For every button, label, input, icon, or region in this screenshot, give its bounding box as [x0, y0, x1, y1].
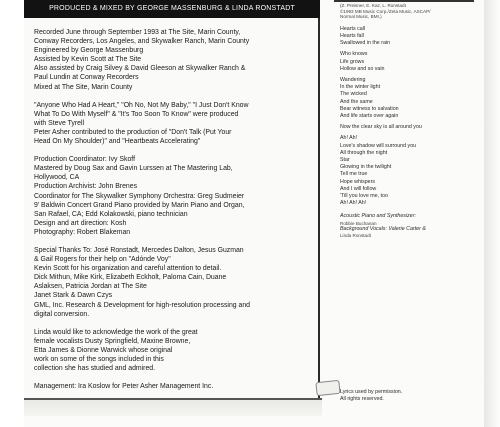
credit-line: San Rafael, CA; Edd Kolakowski, piano technician — [34, 210, 188, 218]
credit-line: with Steve Tyrell — [34, 119, 85, 127]
lyric-line: Ah! Ah! Ah! — [340, 200, 367, 207]
lyric-line: And the same — [340, 98, 373, 105]
credit-line: female vocalists Dusty Springfield, Maxine Browne, — [34, 337, 191, 345]
credit-line: Special Thanks To: José Ronstadt, Mercedes Dalton, Jesus Guzman — [34, 246, 244, 254]
credits-text — [34, 28, 314, 391]
lyric-line: The wicked — [340, 91, 367, 98]
lyric-line: Now the clear sky is all around you — [340, 124, 422, 131]
credit-line: Assisted by Kevin Scott at The Site — [34, 56, 142, 64]
footer-line: Lyrics used by permission. — [340, 389, 403, 395]
credit-line: Also assisted by Craig Silvey & David Gleeson at Skywalker Ranch & — [34, 65, 246, 73]
credit-line: Etta James & Dionne Warwick whose original — [34, 346, 173, 354]
right-top-rule — [334, 0, 474, 2]
song-credit: ©1993 MB Music Corp./Zeta Music, ASCAP/ — [340, 8, 431, 14]
lyric-line: And I will follow — [340, 185, 377, 192]
musician-credit: Robbie Buchanan — [340, 220, 377, 226]
lyric-line: Hearts fall — [340, 32, 364, 39]
song-credit: (Z. Preisner, E. Kaz, L. Ronstadt — [340, 3, 406, 8]
lyric-line: Life grows — [340, 58, 365, 65]
credit-line: GML, Inc. Research & Development for high-resolution processing and — [34, 301, 251, 309]
panel-bottom-edge — [24, 398, 322, 416]
management-credit: Management: Ira Koslow for Peter Asher Management Inc. — [34, 383, 214, 391]
credit-line: Hollywood, CA — [34, 174, 80, 182]
credit-line: Peter Asher contributed to the production of "Don't Talk (Put Your — [34, 128, 232, 136]
credit-line: Aslaksen, Patricia Jordan at The Site — [34, 283, 147, 291]
credit-line: Mastered by Doug Sax and Gavin Lurssen at The Mastering Lab, — [34, 165, 233, 173]
song-credit: Normal Music, BMI.) — [340, 14, 382, 20]
credit-line: Dick Mithun, Mike Kirk, Elizabeth Eckholt, Paloma Cain, Duane — [34, 274, 227, 282]
musician-credit: Linda Ronstadt — [340, 233, 371, 239]
lyrics-permission-note — [340, 389, 478, 403]
credit-line: Paul Lundin at Conway Recorders — [34, 74, 139, 82]
credit-line: & Gail Rogers for their help on "Adónde Voy" — [34, 256, 171, 264]
credit-line: Head On My Shoulder)" and "Heartbeats Accelerating" — [34, 138, 201, 146]
lyric-line: Bear witness to salvation — [340, 105, 399, 112]
lyric-line: And life starts over again — [340, 113, 399, 120]
tape-scrap — [315, 380, 340, 396]
credit-line: Janet Stark & Dawn Czys — [34, 292, 113, 300]
lyrics-panel — [340, 3, 478, 239]
credit-line: Linda would like to acknowledge the work of the great — [34, 328, 198, 336]
credit-line: Engineered by George Massenburg — [34, 47, 144, 55]
lyric-line: Glowing in the twilight — [340, 164, 392, 171]
credit-line: Production Coordinator: Ivy Skoff — [34, 156, 135, 164]
lyric-line: In the winter light — [340, 84, 381, 91]
lyric-line: Swallowed in the rain — [340, 40, 391, 47]
lyric-line: Tell me true — [340, 171, 368, 178]
lyric-line: Hollow and so vain — [340, 65, 385, 72]
lyric-line: Love's shadow will surround you — [340, 142, 417, 149]
credit-line: 9' Baldwin Concert Grand Piano provided by Marin Piano and Organ, — [34, 201, 245, 209]
credit-line: collection she has studied and admired. — [34, 365, 156, 373]
lyric-line: Wandering — [340, 77, 366, 83]
credit-line: work on some of the songs included in this — [34, 356, 164, 363]
lyric-line: All through the night — [340, 149, 388, 156]
credit-line: Recorded June through September 1993 at The Site, Marin County, — [34, 29, 241, 36]
credit-line: "Anyone Who Had A Heart," "Oh No, Not My Baby," "I Just Don't Know — [34, 101, 249, 109]
lyric-line: Hearts call — [340, 25, 366, 32]
lyric-line: 'Till you love me, too — [340, 193, 388, 200]
credit-line: Photography: Robert Blakeman — [34, 228, 131, 236]
page-margin — [0, 0, 24, 427]
producer-banner: PRODUCED & MIXED BY GEORGE MASSENBURG & LINDA RONSTADT — [24, 0, 320, 18]
credit-line: What To Do With Myself" & "It's Too Soon To Know" were produced — [34, 110, 239, 118]
page-edge — [484, 0, 500, 427]
credit-line: Design and art direction: Kosh — [34, 219, 127, 227]
credit-line: Production Archivist: John Brenes — [34, 183, 138, 191]
credit-line: Coordinator for The Skywalker Symphony Orchestra: Greg Sudmeier — [34, 192, 245, 200]
credit-line: Mixed at The Site, Marin County — [34, 83, 133, 91]
footer-line: All rights reserved. — [340, 396, 384, 403]
lyric-line: Who knows — [340, 51, 368, 58]
credit-line: Kevin Scott for his organization and careful attention to detail. — [34, 265, 222, 273]
credit-line: Conway Recorders, Los Angeles, and Skywalker Ranch, Marin County — [34, 38, 250, 46]
credit-line: digital conversion. — [34, 310, 90, 318]
lyric-line: Hope whispers — [340, 178, 376, 185]
musician-credit-label: Background Vocals: Valerie Carter & — [340, 226, 426, 233]
lyric-line: Star — [340, 157, 350, 164]
lyric-line: Ah! Ah! — [340, 135, 358, 142]
musician-credit-label: Acoustic Piano and Synthesizer: — [340, 213, 416, 220]
